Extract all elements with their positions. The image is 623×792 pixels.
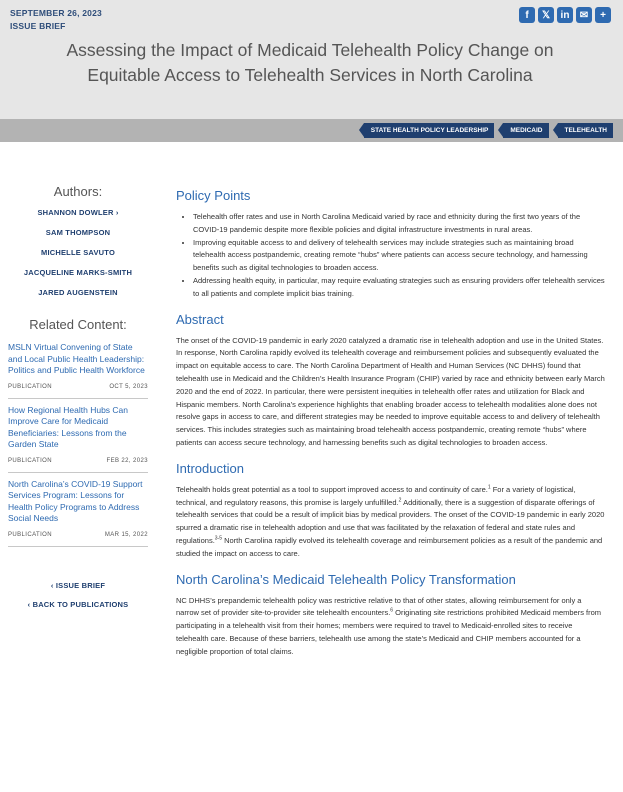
publication-date: SEPTEMBER 26, 2023 (10, 8, 102, 18)
introduction-text: Telehealth holds great potential as a tool to support improved access to and continuity of care.$^1$ For a variety of logistical, technical, and regulatory reasons, this promise is largely unfulfilled.$^2$ Additionally, there is a suggestion of disparate offerings of telehealth services that could be a result of implicit bias by medical providers. The onset of the COVID-19 pandemic in early 2020 spurred a dramatic rise in telehealth adoption and use that was facilitated by the relaxation of federal and state rules and regulations.$^{3-5}$ North Carolina rapidly evolved its telehealth coverage and reimbursement policies as a result of the pandemic and studied the impact on access to care. (176, 484, 605, 558)
related-link[interactable]: MSLN Virtual Convening of State and Local Public Health Leadership: Politics and Public Health Workforce (8, 342, 145, 375)
author-name: JACQUELINE MARKS-SMITH (23, 268, 133, 277)
hero-header (0, 0, 623, 119)
related-heading: Related Content: (29, 317, 127, 332)
citation-link[interactable]: 6 (390, 607, 394, 614)
tag-telehealth[interactable]: TELEHEALTH (558, 123, 614, 138)
related-type: PUBLICATION (8, 383, 52, 390)
related-item (8, 473, 148, 547)
related-type: PUBLICATION (8, 531, 52, 538)
sidebar (8, 184, 148, 609)
author-name: SAM THOMPSON (45, 228, 111, 237)
tag-medicaid[interactable]: MEDICAID (503, 123, 548, 138)
related-item (8, 399, 148, 473)
related-date: FEB 22, 2023 (106, 457, 148, 464)
related-link[interactable]: How Regional Health Hubs Can Improve Care for Medicaid Beneficiaries: Lessons from the Garden State (8, 404, 129, 449)
transformation-text: NC DHHS’s prepandemic telehealth policy was restrictive relative to that of other states, allowing reimbursement for only a narrow set of provider site-to-provider site telehealth encounters.$^6$ Originating site restrictions prohibited Medicaid members from participating in a telehealth visit from their homes; members were required to travel to Medicaid-enrolled sites to receive telehealth care. Because of these barriers, telehealth use among the state’s Medicaid and CHIP members accounted for a negligible proportion of total claims. (176, 595, 602, 656)
publication-type: ISSUE BRIEF (10, 21, 66, 31)
policy-point: • Improving equitable access to and delivery of telehealth services may include strategies such as maintaining broad telehealth access postpandemic, creating remote “hubs” where patients can access secure technology, and harnessing benefits such as digital technologies to broaden access. (193, 237, 606, 275)
policy-point: • Addressing health equity, in particular, may require evaluating strategies such as ensuring providers offer telehealth services to all patients and complete implicit bias training. (193, 275, 606, 301)
policy-points-heading: Policy Points (176, 188, 251, 203)
abstract-heading: Abstract (176, 311, 224, 327)
email-icon[interactable]: ✉ (576, 7, 592, 23)
citation-link[interactable]: 3-5 (214, 535, 223, 542)
author-name: JARED AUGENSTEIN (38, 288, 118, 297)
share-bar (519, 7, 611, 23)
authors-heading: Authors: (53, 184, 103, 199)
related-item (8, 336, 148, 399)
author-link[interactable]: SHANNON DOWLER › (37, 208, 119, 217)
plus-icon[interactable]: + (595, 7, 611, 23)
abstract-text: The onset of the COVID-19 pandemic in early 2020 catalyzed a dramatic rise in telehealth adoption and use in the United States. In response, North Carolina rapidly evolved its telehealth coverage and reimbursement policies and subsequently evaluated the impact on equitable access to care. The North Carolina Department of Health and Human Services (NC DHHS) found that telehealth use in Medicaid and the Children’s Health Insurance Program (CHIP) varied by race and ethnicity between early March 2020 and the end of 2022. In particular, there were persistent inequities in telehealth offer rates and utilization for Black and Hispanic members. North Carolina’s experience highlights that enabling broader access to telehealth modalities alone does not resolve gaps in access to care, and different strategies may be needed to improve equitable access to and delivery of telehealth services. This includes strategies such as maintaining broad telehealth access postpandemic, creating remote “hubs” where patients can access secure technology, and harnessing benefits such as digital technologies to broaden access. (176, 335, 605, 447)
article-body (176, 188, 606, 670)
tag-bar (0, 119, 623, 142)
related-date: OCT 5, 2023 (109, 383, 148, 390)
tag-state-health-policy-leadership[interactable]: STATE HEALTH POLICY LEADERSHIP (364, 123, 495, 138)
related-type: PUBLICATION (8, 457, 52, 464)
citation-link[interactable]: 1 (487, 484, 491, 491)
x-icon[interactable]: 𝕏 (538, 7, 554, 23)
citation-link[interactable]: 2 (398, 497, 402, 504)
introduction-heading: Introduction (176, 460, 244, 476)
related-link[interactable]: North Carolina’s COVID-19 Support Services Program: Lessons for Health Policy Programs to Address Social Needs (8, 478, 143, 523)
related-date: MAR 15, 2022 (104, 531, 148, 538)
back-issue-brief-link[interactable]: ‹ ISSUE BRIEF (50, 580, 106, 590)
page-title: Assessing the Impact of Medicaid Telehealth Policy Change on Equitable Access to Telehealth Services in North Carolina (66, 40, 554, 85)
policy-points-list (176, 211, 606, 301)
policy-point: • Telehealth offer rates and use in North Carolina Medicaid varied by race and ethnicity during the first two years of the COVID-19 pandemic despite more flexible policies and digital infrastructure investments in rural areas. (193, 211, 606, 237)
transformation-heading: North Carolina’s Medicaid Telehealth Policy Transformation (176, 571, 516, 587)
facebook-icon[interactable]: f (519, 7, 535, 23)
back-to-publications-link[interactable]: ‹ BACK TO PUBLICATIONS (27, 599, 129, 609)
author-name: MICHELLE SAVUTO (41, 248, 115, 257)
linkedin-icon[interactable]: in (557, 7, 573, 23)
